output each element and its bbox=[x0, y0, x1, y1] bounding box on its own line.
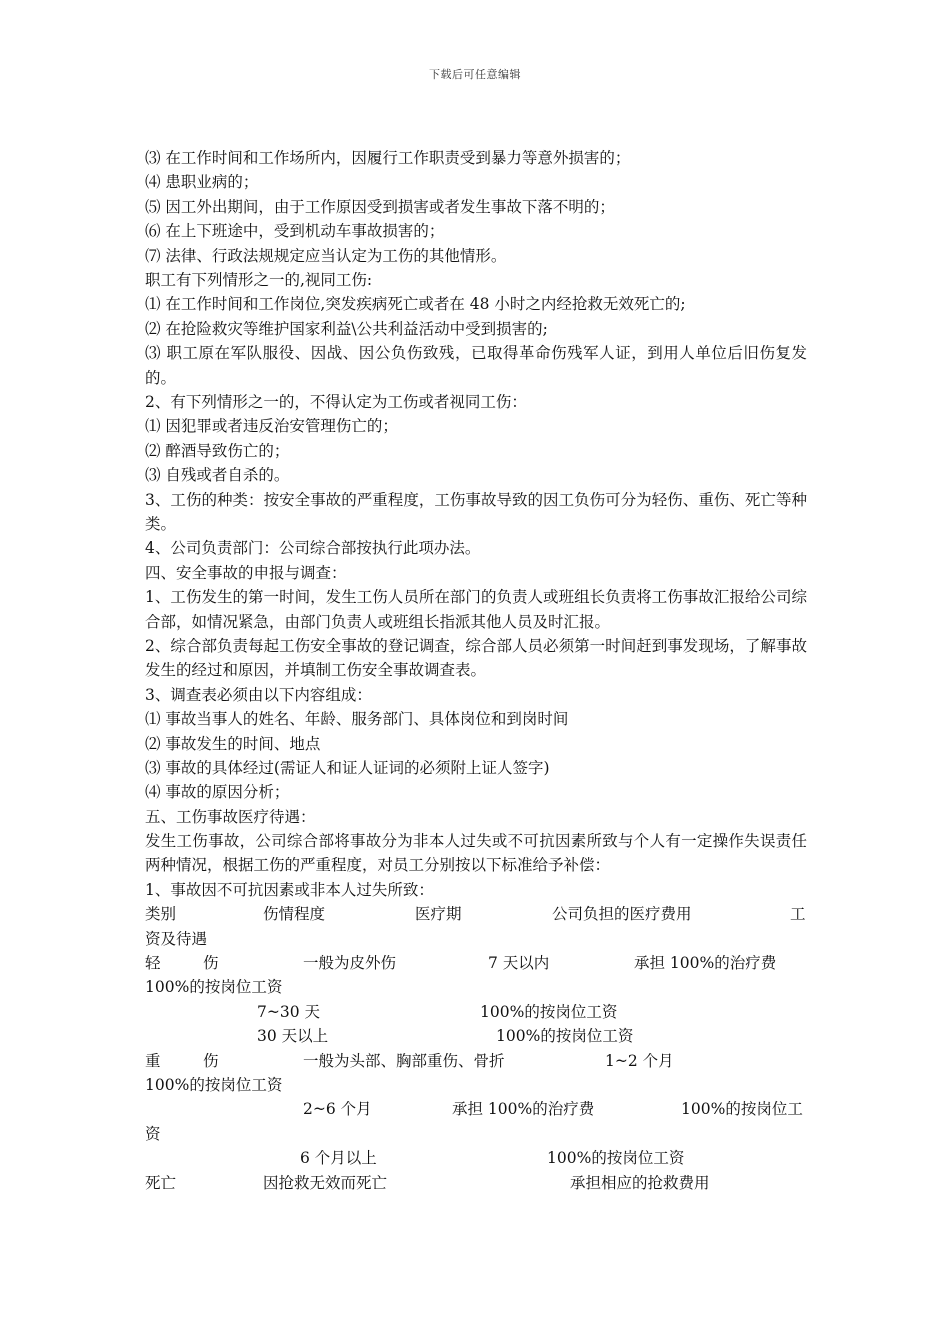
page-header-note: 下载后可任意编辑 bbox=[429, 68, 521, 81]
table-row-wrap bbox=[145, 975, 807, 999]
table-row bbox=[145, 951, 807, 975]
light-degree: 一般为皮外伤 bbox=[303, 954, 397, 973]
death-degree: 因抢救无效而死亡 bbox=[263, 1173, 388, 1192]
table-row bbox=[145, 1000, 807, 1024]
table-row bbox=[145, 1171, 807, 1195]
text-line: 1、事故因不可抗因素或非本人过失所致： bbox=[145, 880, 434, 899]
serious-period: 1~2 个月 bbox=[605, 1051, 674, 1070]
compensation-table bbox=[145, 902, 807, 1195]
section-heading: 职工有下列情形之一的,视同工伤: bbox=[145, 270, 373, 289]
text-line: ⑷ 事故的原因分析； bbox=[145, 783, 290, 802]
table-header-cost: 公司负担的医疗费用 bbox=[552, 905, 692, 924]
table-row-wrap bbox=[145, 1122, 807, 1146]
text-line: 3、调查表必须由以下内容组成： bbox=[145, 685, 372, 704]
light-r3-period: 30 天以上 bbox=[257, 1027, 329, 1046]
paragraph: 3、工伤的种类：按安全事故的严重程度，工伤事故导致的因工负伤可分为轻伤、重伤、死亡等种类。 bbox=[145, 490, 807, 533]
section-heading: 2、有下列情形之一的，不得认定为工伤或者视同工伤： bbox=[145, 392, 527, 411]
death-cost: 承担相应的抢救费用 bbox=[570, 1173, 710, 1192]
serious-r2-wage-cont: 资 bbox=[145, 1124, 161, 1143]
text-line: ⑵ 醉酒导致伤亡的； bbox=[145, 441, 290, 460]
light-r3-wage: 100%的按岗位工资 bbox=[496, 1027, 634, 1046]
paragraph: 2、综合部负责每起工伤安全事故的登记调查，综合部人员必须第一时间赶到事发现场，了解事故发生的经过和原因，并填制工伤安全事故调查表。 bbox=[145, 636, 807, 680]
light-r2-wage: 100%的按岗位工资 bbox=[480, 1002, 618, 1021]
table-header-degree: 伤情程度 bbox=[263, 905, 326, 924]
text-line: ⑶ 在工作时间和工作场所内，因履行工作职责受到暴力等意外损害的； bbox=[145, 149, 631, 167]
table-header-category: 类别 bbox=[145, 905, 177, 924]
text-line: 4、公司负责部门：公司综合部按执行此项办法。 bbox=[145, 539, 481, 558]
serious-degree: 一般为头部、胸部重伤、骨折 bbox=[303, 1051, 505, 1070]
text-line: ⑵ 在抢险救灾等维护国家利益\公共利益活动中受到损害的; bbox=[145, 319, 548, 338]
category-light-a: 轻 bbox=[145, 954, 161, 973]
text-line: ⑺ 法律、行政法规规定应当认定为工伤的其他情形。 bbox=[145, 246, 507, 265]
light-wage: 100%的按岗位工资 bbox=[145, 978, 283, 997]
text-line: ⑶ 自残或者自杀的。 bbox=[145, 466, 290, 485]
light-cost: 承担 100%的治疗费 bbox=[634, 954, 777, 973]
table-header-wage-cont: 资及待遇 bbox=[145, 929, 208, 948]
table-row bbox=[145, 1024, 807, 1048]
category-serious-a: 重 bbox=[145, 1051, 161, 1070]
text-line: ⑷ 患职业病的； bbox=[145, 173, 259, 192]
table-row bbox=[145, 1146, 807, 1170]
serious-wage: 100%的按岗位工资 bbox=[145, 1076, 283, 1094]
category-light-b: 伤 bbox=[203, 954, 219, 973]
light-r2-period: 7~30 天 bbox=[257, 1002, 320, 1021]
serious-r2-cost: 承担 100%的治疗费 bbox=[452, 1100, 595, 1119]
table-row-wrap bbox=[145, 1073, 807, 1097]
light-period: 7 天以内 bbox=[488, 954, 550, 973]
serious-r2-period: 2~6 个月 bbox=[303, 1100, 372, 1119]
table-header-row-wrap bbox=[145, 927, 807, 951]
serious-r3-wage: 100%的按岗位工资 bbox=[547, 1149, 685, 1168]
text-line: ⑹ 在上下班途中，受到机动车事故损害的； bbox=[145, 222, 445, 241]
text-line: ⑶ 事故的具体经过(需证人和证人证词的必须附上证人签字) bbox=[145, 758, 550, 777]
section-heading: 四、安全事故的申报与调查： bbox=[145, 563, 347, 582]
category-death: 死亡 bbox=[145, 1173, 177, 1192]
text-line: ⑴ 因犯罪或者违反治安管理伤亡的； bbox=[145, 417, 398, 436]
paragraph: ⑶ 职工原在军队服役、因战、因公负伤致残，已取得革命伤残军人证，到用人单位后旧伤复发的。 bbox=[145, 344, 807, 387]
document-body bbox=[145, 146, 807, 1195]
text-line: ⑴ 事故当事人的姓名、年龄、服务部门、具体岗位和到岗时间 bbox=[145, 710, 569, 729]
table-header-wage: 工 bbox=[790, 905, 806, 924]
text-line: ⑵ 事故发生的时间、地点 bbox=[145, 734, 321, 753]
table-header-period: 医疗期 bbox=[415, 905, 462, 924]
serious-r2-wage: 100%的按岗位工 bbox=[681, 1100, 803, 1119]
text-line: ⑸ 因工外出期间，由于工作原因受到损害或者发生事故下落不明的； bbox=[145, 197, 615, 216]
serious-r3-period: 6 个月以上 bbox=[300, 1149, 377, 1168]
section-heading: 五、工伤事故医疗待遇： bbox=[145, 807, 316, 826]
paragraph: 发生工伤事故，公司综合部将事故分为非本人过失或不可抗因素所致与个人有一定操作失误责任两种情况，根据工伤的严重程度，对员工分别按以下标准给予补偿： bbox=[145, 832, 807, 875]
table-row bbox=[145, 1097, 807, 1121]
table-row bbox=[145, 1049, 807, 1073]
table-header-row bbox=[145, 902, 807, 926]
paragraph: 1、工伤发生的第一时间，发生工伤人员所在部门的负责人或班组长负责将工伤事故汇报给公司综合部，如情况紧急，由部门负责人或班组长指派其他人员及时汇报。 bbox=[145, 588, 807, 631]
category-serious-b: 伤 bbox=[203, 1051, 219, 1070]
text-line: ⑴ 在工作时间和工作岗位,突发疾病死亡或者在 48 小时之内经抢救无效死亡的; bbox=[145, 295, 686, 314]
